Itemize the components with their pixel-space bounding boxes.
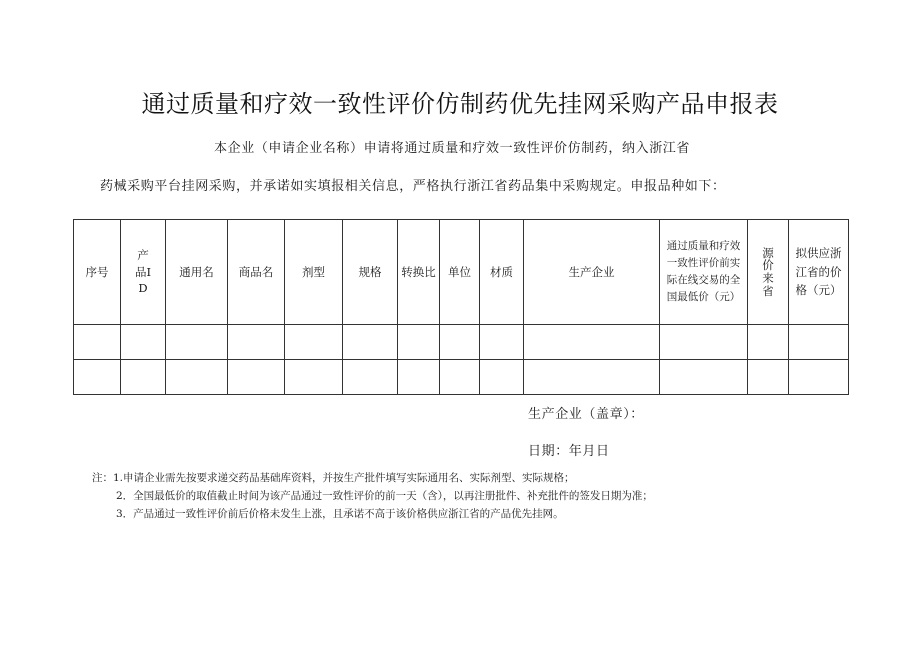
header-spec: 规格 xyxy=(343,220,398,325)
notes-section xyxy=(92,469,653,523)
table-cell[interactable] xyxy=(440,325,480,360)
table-cell[interactable] xyxy=(398,360,440,395)
table-cell[interactable] xyxy=(228,325,285,360)
header-proposed-price xyxy=(789,220,849,325)
table-header-row xyxy=(74,220,849,325)
table-cell[interactable] xyxy=(748,325,789,360)
header-unit: 单位 xyxy=(440,220,480,325)
table-cell[interactable] xyxy=(660,325,748,360)
header-trade-name: 商品名 xyxy=(228,220,285,325)
table-cell[interactable] xyxy=(121,360,166,395)
table-row xyxy=(74,325,849,360)
header-seq: 序号 xyxy=(74,220,121,325)
note-3: 3．产品通过一致性评价前后价格未发生上涨，且承诺不高于该价格供应浙江省的产品优先挂网。 xyxy=(116,508,564,520)
table-cell[interactable] xyxy=(480,360,524,395)
header-lowest-price xyxy=(660,220,748,325)
header-dosage-form: 剂型 xyxy=(285,220,343,325)
table-cell[interactable] xyxy=(285,325,343,360)
header-lowest-price-label: 通过质量和疗效一致性评价前实际在线交易的全国最低价（元） xyxy=(666,240,741,303)
table-cell[interactable] xyxy=(440,360,480,395)
table-cell[interactable] xyxy=(660,360,748,395)
manufacturer-seal-label: 生产企业（盖章）： xyxy=(528,407,644,422)
table-cell[interactable] xyxy=(789,325,849,360)
table-cell[interactable] xyxy=(524,325,660,360)
table-row xyxy=(74,360,849,395)
table-cell[interactable] xyxy=(398,325,440,360)
table-cell[interactable] xyxy=(480,325,524,360)
header-product-id-label: 产品ID xyxy=(134,247,152,296)
header-material: 材质 xyxy=(480,220,524,325)
application-table xyxy=(73,219,849,395)
header-source-province xyxy=(748,220,789,325)
note-2: 2．全国最低价的取值截止时间为该产品通过一致性评价的前一天（含），以再注册批件、补充批件的签发日期为准； xyxy=(116,490,653,502)
date-label: 日期：年月日 xyxy=(528,444,610,459)
table-cell[interactable] xyxy=(343,360,398,395)
table-cell[interactable] xyxy=(74,325,121,360)
note-1: 注：1.申请企业需先按要求递交药品基础库资料，并按生产批件填写实际通用名、实际剂型、实际规格； xyxy=(92,472,575,484)
table-cell[interactable] xyxy=(343,325,398,360)
table-cell[interactable] xyxy=(285,360,343,395)
header-manufacturer: 生产企业 xyxy=(524,220,660,325)
table-cell[interactable] xyxy=(789,360,849,395)
intro-line-1: 本企业（申请企业名称）申请将通过质量和疗效一致性评价仿制药，纳入浙江省 xyxy=(214,141,691,156)
table-cell[interactable] xyxy=(748,360,789,395)
header-conversion: 转换比 xyxy=(398,220,440,325)
intro-line-2: 药械采购平台挂网采购，并承诺如实填报相关信息，严格执行浙江省药品集中采购规定。申报品种如下： xyxy=(100,179,726,194)
table-cell[interactable] xyxy=(166,325,228,360)
page-title: 通过质量和疗效一致性评价仿制药优先挂网采购产品申报表 xyxy=(141,90,779,118)
table-cell[interactable] xyxy=(166,360,228,395)
header-generic-name: 通用名 xyxy=(166,220,228,325)
table-cell[interactable] xyxy=(524,360,660,395)
header-proposed-price-label: 拟供应浙江省的价格（元） xyxy=(795,246,842,298)
table-cell[interactable] xyxy=(228,360,285,395)
table-cell[interactable] xyxy=(121,325,166,360)
header-source-province-label: 源价来省 xyxy=(762,245,774,298)
table-cell[interactable] xyxy=(74,360,121,395)
header-product-id xyxy=(121,220,166,325)
